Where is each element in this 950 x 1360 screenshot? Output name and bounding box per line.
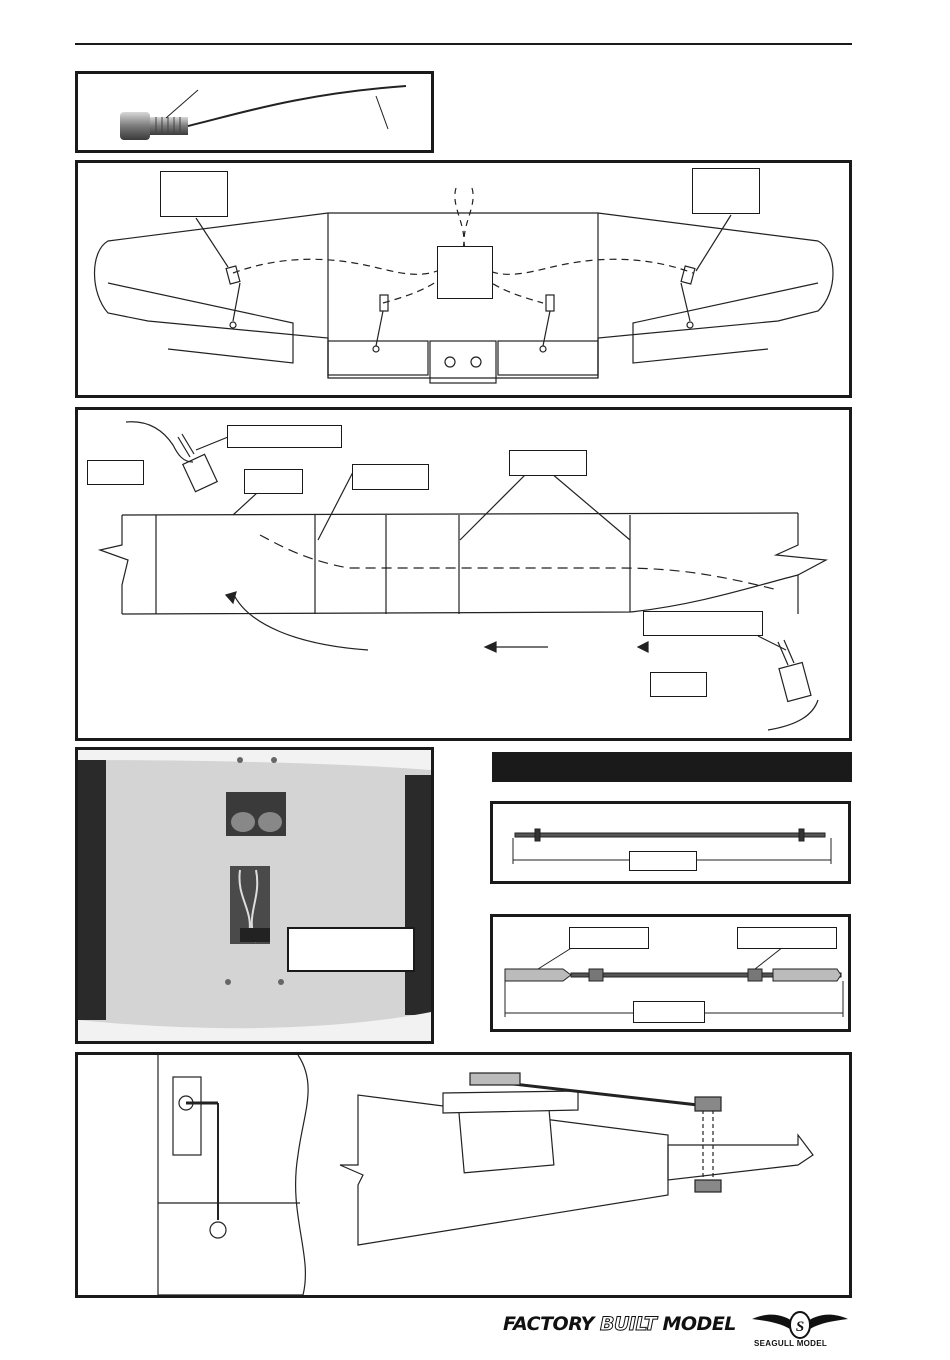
callout-box-holes	[509, 450, 587, 476]
connector-body	[120, 112, 150, 140]
aileron-horn	[687, 322, 693, 328]
callout-box-clevis-right	[737, 927, 837, 949]
control-surface-side	[668, 1135, 813, 1180]
routing-arrow	[233, 593, 368, 650]
footer-brand-part1: FACTORY	[503, 1313, 600, 1335]
callout-box-left	[160, 171, 228, 217]
callout-box-connector-bottom	[643, 611, 763, 636]
footer-brand-part3: MODEL	[656, 1313, 736, 1335]
connector-left	[183, 454, 217, 491]
right-aileron-line	[633, 283, 818, 363]
leader-line	[318, 472, 353, 540]
left-aileron-line	[108, 283, 293, 363]
flap-servo-right	[546, 295, 554, 311]
center-hatch	[430, 341, 496, 383]
leader-line	[538, 947, 573, 969]
callout-box-center	[437, 246, 493, 299]
horn-nut	[695, 1097, 721, 1111]
pushrod-rod	[515, 833, 825, 837]
figure-wire-routing	[75, 407, 852, 741]
horn-nut	[695, 1180, 721, 1192]
lead-wire	[768, 700, 818, 730]
leader-line	[755, 947, 783, 969]
callout-box-rib	[352, 464, 429, 490]
photo-rendering	[78, 750, 431, 1041]
wire-routing-drawing	[78, 410, 852, 741]
servo-lead-drawing	[78, 74, 434, 153]
wire-channel	[260, 535, 778, 590]
dimension-label-box	[633, 1001, 705, 1023]
break-line-left	[100, 515, 128, 614]
wing-tip-dark-right	[405, 775, 431, 1015]
connector-right	[779, 662, 811, 701]
clevis-right	[773, 969, 841, 981]
photo-callout-box	[287, 927, 415, 972]
aileron-servo-left	[226, 266, 240, 284]
right-flap	[498, 341, 598, 375]
figure-servo-lead	[75, 71, 434, 153]
wing-bottom-edge	[122, 575, 798, 614]
dimension-label-box	[629, 851, 697, 871]
servo-wire-route	[455, 188, 473, 253]
figure-pushrod-clevis	[490, 914, 851, 1032]
footer-brand-part2: BUILT	[599, 1313, 657, 1335]
flap-horn	[373, 346, 379, 352]
section-title-bar	[492, 752, 852, 782]
clevis-side-view	[470, 1073, 520, 1085]
aileron-servo-right	[681, 266, 695, 284]
callout-box-connector-top	[227, 425, 342, 448]
callout-box-clevis-left	[569, 927, 649, 949]
dowel-hole	[445, 357, 455, 367]
wing-top-edge	[122, 513, 798, 515]
logo-text: SEAGULL MODEL	[754, 1339, 828, 1348]
footer-brand-text	[503, 1313, 736, 1335]
figure-pushrod-plain	[490, 801, 851, 884]
callout-box-wire-bottom	[650, 672, 707, 697]
callout-box-channel	[244, 469, 303, 494]
callout-box-right	[692, 168, 760, 214]
servo-linkage-drawing	[78, 1055, 852, 1298]
leader-line	[233, 492, 258, 515]
figure-wing-planform	[75, 160, 852, 398]
lead-wire	[126, 422, 193, 462]
leader-line	[758, 636, 786, 650]
wing-tip-dark-left	[78, 760, 106, 1020]
leader-line	[696, 215, 731, 271]
clevis-left	[505, 969, 571, 981]
figure-servo-linkage	[75, 1052, 852, 1298]
leader-line	[166, 90, 198, 118]
servo-top-view	[173, 1077, 201, 1155]
header-rule	[75, 43, 852, 45]
aileron-horn	[230, 322, 236, 328]
leader-line	[376, 96, 388, 129]
photo-wing-underside	[75, 747, 434, 1044]
dowel-hole	[471, 357, 481, 367]
flap-horn	[540, 346, 546, 352]
logo-initial: S	[795, 1319, 805, 1335]
control-horn	[210, 1222, 226, 1238]
break-line-right	[776, 513, 826, 614]
callout-box-wire-top	[87, 460, 144, 485]
leader-line	[196, 218, 228, 267]
pushrod-plain-drawing	[493, 804, 851, 884]
leader-line	[196, 437, 228, 450]
lead-wire	[188, 86, 406, 126]
